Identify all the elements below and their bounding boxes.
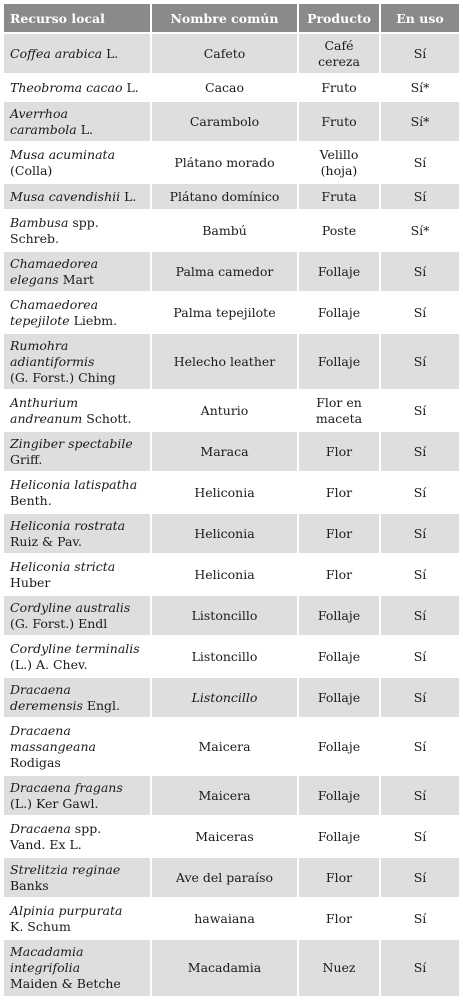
common-name-cell: Macadamia: [151, 939, 298, 996]
species-name-text: carambola: [10, 121, 77, 137]
in-use-cell: Sí: [380, 677, 459, 718]
species-name-text: Dracaena fragans: [10, 779, 123, 795]
species-name-text: Averrhoa: [10, 105, 68, 121]
table-row: [4, 210, 459, 251]
common-name-cell: Listoncillo: [151, 595, 298, 636]
scientific-name-cell: [4, 677, 151, 718]
species-name-text: Dracaena: [10, 681, 71, 697]
species-name-text: Macadamia: [10, 944, 84, 959]
authority-text: Engl.: [82, 697, 121, 713]
authority-text: L.: [120, 188, 137, 204]
species-name-text: Theobroma cacao: [10, 79, 123, 95]
authority-text: Huber: [10, 574, 51, 590]
in-use-cell: Sí: [380, 857, 459, 898]
species-name-text: Zingiber spectabile: [10, 435, 133, 451]
product-cell: Follaje: [298, 251, 380, 292]
authority-text: Ruiz & Pav.: [10, 533, 82, 549]
species-name-text: adiantiformis: [10, 353, 95, 369]
species-name-text: andreanum: [10, 410, 83, 426]
authority-text: Vand. Ex L.: [10, 836, 82, 852]
header-en-uso: En uso: [380, 4, 459, 33]
in-use-cell: Sí: [380, 775, 459, 816]
in-use-cell: Sí: [380, 816, 459, 857]
species-name-text: Chamaedorea: [10, 296, 99, 312]
table-row: [4, 857, 459, 898]
in-use-cell: Sí*: [380, 101, 459, 142]
header-nombre-comun: Nombre común: [151, 4, 298, 33]
in-use-cell: Sí: [380, 431, 459, 472]
product-cell: Follaje: [298, 677, 380, 718]
species-name-text: Dracaena: [10, 820, 71, 836]
product-cell: Flor: [298, 898, 380, 939]
authority-text: Liebm.: [69, 312, 118, 328]
scientific-name-cell: [4, 33, 151, 74]
scientific-name-cell: [4, 101, 151, 142]
scientific-name-cell: [4, 183, 151, 210]
species-name-text: Bambusa: [10, 214, 69, 230]
common-name-cell: Bambú: [151, 210, 298, 251]
in-use-cell: Sí: [380, 251, 459, 292]
species-name-text: Cordyline australis: [10, 599, 131, 615]
scientific-name-cell: [4, 472, 151, 513]
authority-text: spp.: [68, 214, 99, 230]
authority-text: Banks: [10, 877, 49, 893]
authority-text: (Colla): [10, 162, 53, 178]
in-use-cell: Sí*: [380, 210, 459, 251]
in-use-cell: Sí: [380, 636, 459, 677]
table-row: [4, 333, 459, 390]
scientific-name-cell: [4, 898, 151, 939]
authority-text: (G. Forst.) Endl: [10, 615, 108, 631]
common-name-cell: Maraca: [151, 431, 298, 472]
species-name-text: Cordyline terminalis: [10, 640, 140, 656]
table-row: [4, 431, 459, 472]
product-cell: Fruto: [298, 74, 380, 101]
in-use-cell: Sí: [380, 939, 459, 996]
table-row: [4, 74, 459, 101]
scientific-name-cell: [4, 513, 151, 554]
table-row: [4, 101, 459, 142]
product-cell: Velillo (hoja): [298, 142, 380, 183]
in-use-cell: Sí: [380, 718, 459, 775]
common-name-cell: Palma camedor: [151, 251, 298, 292]
product-cell: Flor: [298, 513, 380, 554]
common-name-cell: Listoncillo: [151, 677, 298, 718]
authority-text: Mart: [58, 271, 94, 287]
common-name-cell: hawaiana: [151, 898, 298, 939]
table-row: [4, 390, 459, 431]
common-name-cell: Heliconia: [151, 554, 298, 595]
authority-text: Maiden & Betche: [10, 976, 121, 991]
product-cell: Flor: [298, 472, 380, 513]
species-name-text: Musa acuminata: [10, 146, 116, 162]
authority-text: Griff.: [10, 451, 43, 467]
authority-text: Rodigas: [10, 754, 61, 770]
scientific-name-cell: [4, 857, 151, 898]
authority-text: (G. Forst.) Ching: [10, 369, 116, 385]
species-name-text: deremensis: [10, 697, 83, 713]
table-row: [4, 677, 459, 718]
header-recurso-local: Recurso local: [4, 4, 151, 33]
common-name-cell: Helecho leather: [151, 333, 298, 390]
species-name-text: Chamaedorea: [10, 255, 99, 271]
scientific-name-cell: [4, 718, 151, 775]
product-cell: Flor: [298, 431, 380, 472]
product-cell: Follaje: [298, 775, 380, 816]
table-row: [4, 775, 459, 816]
species-name-text: Anthurium: [10, 394, 79, 410]
product-cell: Follaje: [298, 595, 380, 636]
authority-text: L.: [76, 121, 93, 137]
header-producto: Producto: [298, 4, 380, 33]
table-row: [4, 898, 459, 939]
scientific-name-cell: [4, 554, 151, 595]
authority-text: spp.: [70, 820, 102, 836]
table-row: [4, 939, 459, 996]
table-row: [4, 472, 459, 513]
scientific-name-cell: [4, 431, 151, 472]
in-use-cell: Sí: [380, 183, 459, 210]
authority-text: (L.) Ker Gawl.: [10, 795, 99, 811]
table-row: [4, 33, 459, 74]
in-use-cell: Sí: [380, 333, 459, 390]
scientific-name-cell: [4, 595, 151, 636]
product-cell: Flor: [298, 857, 380, 898]
species-name-text: tepejilote: [10, 312, 70, 328]
product-cell: Café cereza: [298, 33, 380, 74]
common-name-cell: Plátano domínico: [151, 183, 298, 210]
in-use-cell: Sí: [380, 898, 459, 939]
table-row: [4, 183, 459, 210]
species-name-text: Strelitzia reginae: [10, 861, 121, 877]
common-name-cell: Cafeto: [151, 33, 298, 74]
authority-text: (L.) A. Chev.: [10, 656, 88, 672]
in-use-cell: Sí: [380, 595, 459, 636]
common-name-cell: Heliconia: [151, 472, 298, 513]
in-use-cell: Sí: [380, 472, 459, 513]
product-cell: Follaje: [298, 333, 380, 390]
common-name-cell: Maiceras: [151, 816, 298, 857]
product-cell: Follaje: [298, 718, 380, 775]
product-cell: Follaje: [298, 292, 380, 333]
common-name-cell: Heliconia: [151, 513, 298, 554]
species-name-text: Rumohra: [10, 337, 69, 353]
product-cell: Fruta: [298, 183, 380, 210]
table-row: [4, 554, 459, 595]
scientific-name-cell: [4, 142, 151, 183]
scientific-name-cell: [4, 251, 151, 292]
scientific-name-cell: [4, 390, 151, 431]
in-use-cell: Sí*: [380, 74, 459, 101]
product-cell: Follaje: [298, 636, 380, 677]
table-row: [4, 292, 459, 333]
common-name-cell: Palma tepejilote: [151, 292, 298, 333]
common-name-cell: Listoncillo: [151, 636, 298, 677]
scientific-name-cell: [4, 775, 151, 816]
species-name-text: integrifolia: [10, 960, 81, 975]
species-name-text: Musa cavendishii: [10, 188, 121, 204]
authority-text: K. Schum: [10, 918, 71, 934]
common-name-cell: Anturio: [151, 390, 298, 431]
in-use-cell: Sí: [380, 513, 459, 554]
scientific-name-cell: [4, 939, 151, 996]
in-use-cell: Sí: [380, 33, 459, 74]
table-row: [4, 636, 459, 677]
species-name-text: Dracaena: [10, 722, 71, 738]
common-name-cell: Maicera: [151, 775, 298, 816]
species-name-text: Heliconia rostrata: [10, 517, 126, 533]
scientific-name-cell: [4, 292, 151, 333]
species-name-text: elegans: [10, 271, 59, 287]
table-row: [4, 513, 459, 554]
product-cell: Flor: [298, 554, 380, 595]
in-use-cell: Sí: [380, 142, 459, 183]
common-name-cell: Plátano morado: [151, 142, 298, 183]
in-use-cell: Sí: [380, 390, 459, 431]
table-row: [4, 816, 459, 857]
species-table: [4, 4, 459, 996]
species-name-text: Alpinia purpurata: [10, 902, 123, 918]
header-row: [4, 4, 459, 33]
in-use-cell: Sí: [380, 292, 459, 333]
product-cell: Follaje: [298, 816, 380, 857]
in-use-cell: Sí: [380, 554, 459, 595]
common-name-cell: Ave del paraíso: [151, 857, 298, 898]
table-row: [4, 142, 459, 183]
authority-text: Benth.: [10, 492, 52, 508]
table-row: [4, 718, 459, 775]
scientific-name-cell: [4, 210, 151, 251]
table-row: [4, 595, 459, 636]
scientific-name-cell: [4, 74, 151, 101]
authority-text: L.: [102, 45, 119, 61]
authority-text: Schreb.: [10, 230, 59, 246]
scientific-name-cell: [4, 333, 151, 390]
scientific-name-cell: [4, 816, 151, 857]
species-name-text: Heliconia latispatha: [10, 476, 138, 492]
species-name-text: massangeana: [10, 738, 96, 754]
scientific-name-cell: [4, 636, 151, 677]
authority-text: Schott.: [82, 410, 132, 426]
product-cell: Fruto: [298, 101, 380, 142]
common-name-cell: Cacao: [151, 74, 298, 101]
product-cell: Poste: [298, 210, 380, 251]
product-cell: Flor en maceta: [298, 390, 380, 431]
table-row: [4, 251, 459, 292]
table-body: [4, 33, 459, 996]
product-cell: Nuez: [298, 939, 380, 996]
authority-text: L.: [122, 79, 139, 95]
species-name-text: Coffea arabica: [10, 45, 103, 61]
common-name-cell: Carambolo: [151, 101, 298, 142]
species-name-text: Heliconia stricta: [10, 558, 116, 574]
common-name-cell: Maicera: [151, 718, 298, 775]
